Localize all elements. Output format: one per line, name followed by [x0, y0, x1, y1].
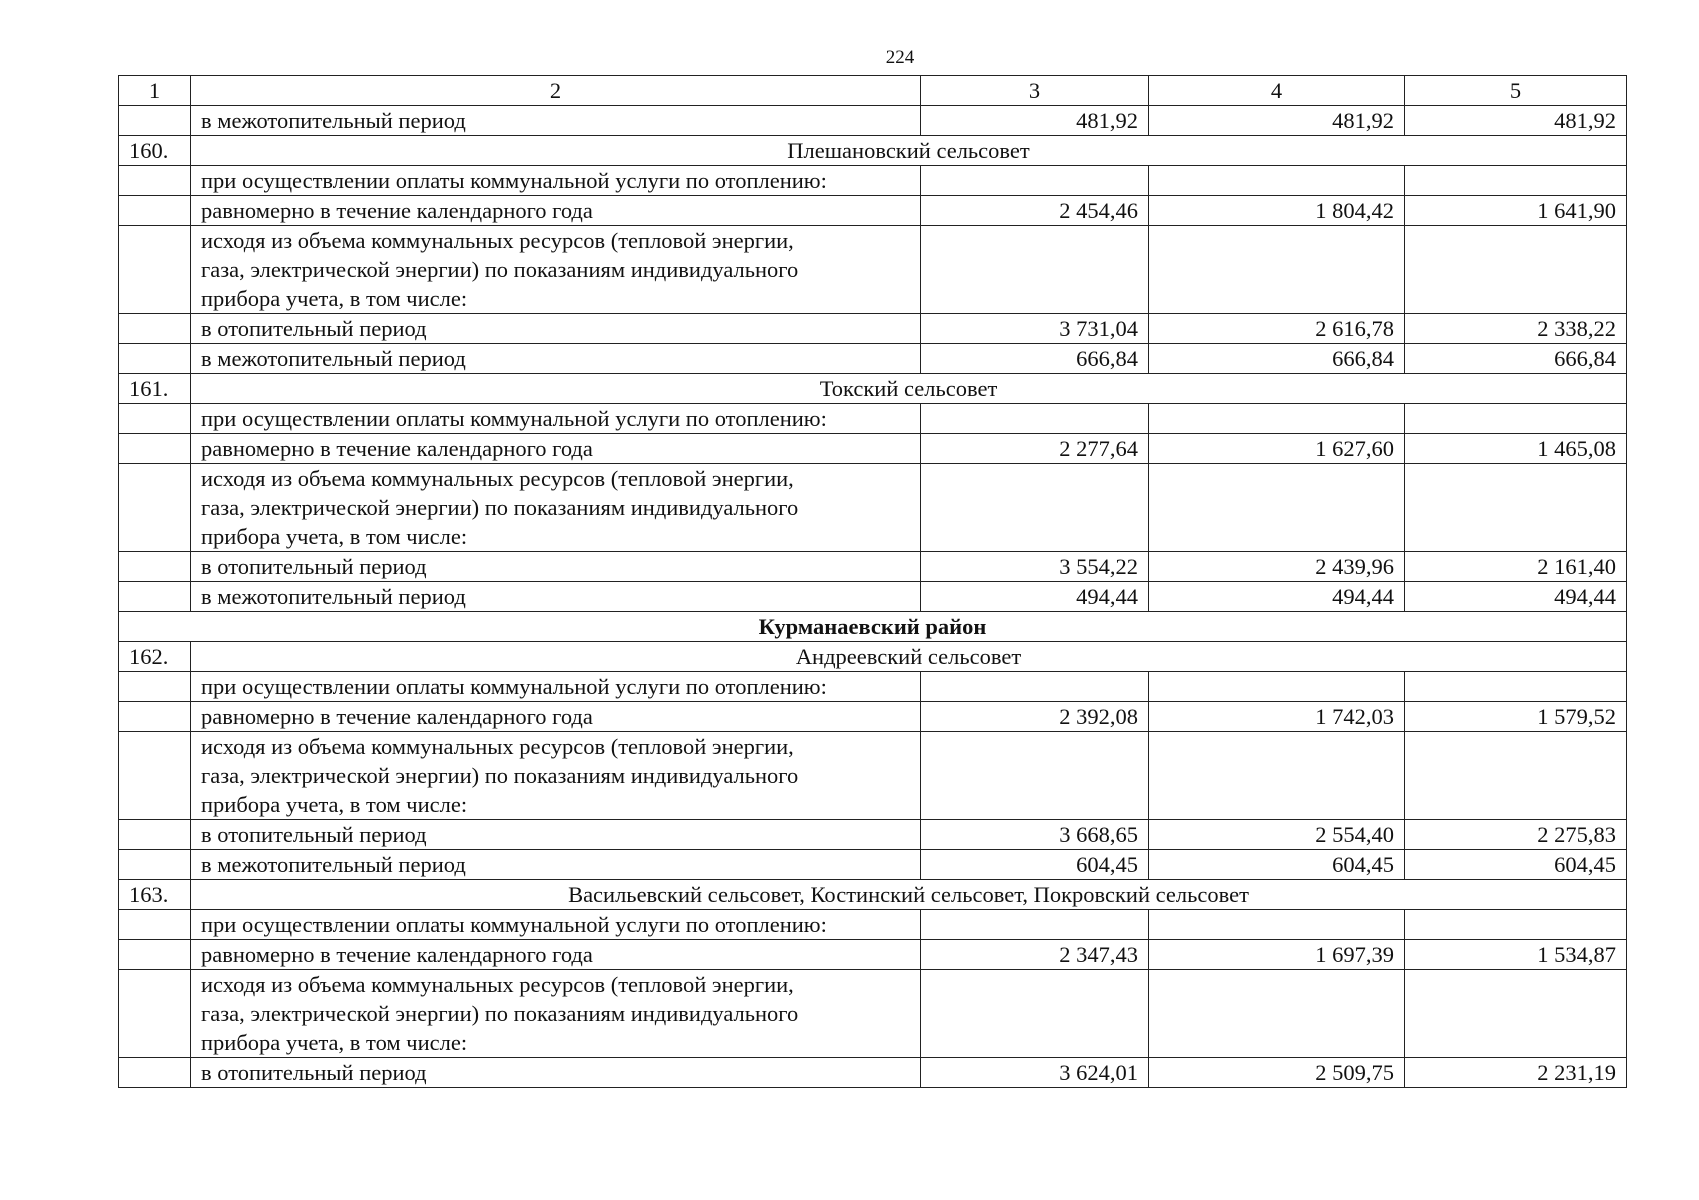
- page-number: 224: [885, 47, 915, 68]
- row-label-line: газа, электрической энергии) по показаниям индивидуального: [201, 763, 799, 788]
- value-col5: [1405, 732, 1627, 820]
- value-col3: 2 392,08: [921, 702, 1149, 732]
- row-label: [191, 970, 921, 1058]
- value-col4: 1 804,42: [1149, 196, 1405, 226]
- table-row: [119, 1058, 1627, 1088]
- value-col4: [1149, 910, 1405, 940]
- row-label-line: прибора учета, в том числе:: [201, 286, 468, 311]
- table-row: [119, 106, 1627, 136]
- value-col4: 1 627,60: [1149, 434, 1405, 464]
- value-col3: 494,44: [921, 582, 1149, 612]
- section-title: Токский сельсовет: [191, 374, 1627, 404]
- row-label: в межотопительный период: [191, 106, 921, 136]
- value-col3: [921, 226, 1149, 314]
- value-col3: 481,92: [921, 106, 1149, 136]
- table-row: [119, 672, 1627, 702]
- row-number: [119, 1058, 191, 1088]
- row-label-line: газа, электрической энергии) по показаниям индивидуального: [201, 257, 799, 282]
- row-label: в межотопительный период: [191, 344, 921, 374]
- row-label: при осуществлении оплаты коммунальной услуги по отоплению:: [191, 166, 921, 196]
- row-label-line: прибора учета, в том числе:: [201, 792, 468, 817]
- row-number: [119, 166, 191, 196]
- row-number: [119, 702, 191, 732]
- row-number: [119, 582, 191, 612]
- district-row: [119, 612, 1627, 642]
- value-col3: 3 624,01: [921, 1058, 1149, 1088]
- table-row: [119, 166, 1627, 196]
- row-label: при осуществлении оплаты коммунальной услуги по отоплению:: [191, 910, 921, 940]
- row-label-line: исходя из объема коммунальных ресурсов (тепловой энергии,: [201, 228, 794, 253]
- row-label: в отопительный период: [191, 820, 921, 850]
- row-number: [119, 404, 191, 434]
- value-col4: [1149, 226, 1405, 314]
- row-number: [119, 344, 191, 374]
- row-label: равномерно в течение календарного года: [191, 702, 921, 732]
- value-col3: 2 347,43: [921, 940, 1149, 970]
- header-cell: 5: [1405, 76, 1627, 106]
- table-row: [119, 552, 1627, 582]
- row-label: при осуществлении оплаты коммунальной услуги по отоплению:: [191, 672, 921, 702]
- row-number: [119, 732, 191, 820]
- header-cell: 2: [191, 76, 921, 106]
- row-label-line: исходя из объема коммунальных ресурсов (тепловой энергии,: [201, 972, 794, 997]
- value-col4: 494,44: [1149, 582, 1405, 612]
- value-col5: [1405, 672, 1627, 702]
- table-row: [119, 464, 1627, 552]
- value-col5: 2 338,22: [1405, 314, 1627, 344]
- row-number: [119, 970, 191, 1058]
- value-col5: [1405, 910, 1627, 940]
- value-col5: [1405, 404, 1627, 434]
- header-cell: 1: [119, 76, 191, 106]
- row-number: [119, 314, 191, 344]
- row-label: в отопительный период: [191, 314, 921, 344]
- row-number: [119, 940, 191, 970]
- header-row: [119, 76, 1627, 106]
- row-label: в отопительный период: [191, 552, 921, 582]
- row-number: 162.: [119, 642, 191, 672]
- row-label-line: газа, электрической энергии) по показаниям индивидуального: [201, 1001, 799, 1026]
- section-title: Плешановский сельсовет: [191, 136, 1627, 166]
- value-col3: 3 554,22: [921, 552, 1149, 582]
- value-col4: [1149, 970, 1405, 1058]
- value-col4: 481,92: [1149, 106, 1405, 136]
- value-col4: [1149, 732, 1405, 820]
- table-row: [119, 820, 1627, 850]
- row-number: [119, 850, 191, 880]
- row-label: [191, 226, 921, 314]
- value-col3: 2 277,64: [921, 434, 1149, 464]
- header-cell: 3: [921, 76, 1149, 106]
- row-label: [191, 464, 921, 552]
- table-row: [119, 314, 1627, 344]
- value-col5: 604,45: [1405, 850, 1627, 880]
- value-col5: [1405, 464, 1627, 552]
- district-title: Курманаевский район: [119, 612, 1627, 642]
- value-col3: 604,45: [921, 850, 1149, 880]
- table-row: [119, 582, 1627, 612]
- row-label: в межотопительный период: [191, 850, 921, 880]
- value-col4: 2 439,96: [1149, 552, 1405, 582]
- value-col5: 1 465,08: [1405, 434, 1627, 464]
- value-col4: [1149, 404, 1405, 434]
- table-row: [119, 940, 1627, 970]
- row-number: [119, 672, 191, 702]
- value-col4: 1 697,39: [1149, 940, 1405, 970]
- section-title: Васильевский сельсовет, Костинский сельсовет, Покровский сельсовет: [191, 880, 1627, 910]
- section-row: [119, 374, 1627, 404]
- row-number: [119, 196, 191, 226]
- section-row: [119, 136, 1627, 166]
- table-row: [119, 732, 1627, 820]
- row-label: равномерно в течение календарного года: [191, 434, 921, 464]
- value-col4: [1149, 672, 1405, 702]
- value-col3: 3 731,04: [921, 314, 1149, 344]
- value-col4: 2 509,75: [1149, 1058, 1405, 1088]
- table-row: [119, 702, 1627, 732]
- value-col4: 666,84: [1149, 344, 1405, 374]
- value-col4: 604,45: [1149, 850, 1405, 880]
- value-col5: 481,92: [1405, 106, 1627, 136]
- row-number: 161.: [119, 374, 191, 404]
- row-number: [119, 820, 191, 850]
- row-label: в отопительный период: [191, 1058, 921, 1088]
- row-number: [119, 226, 191, 314]
- table-row: [119, 910, 1627, 940]
- value-col5: 1 534,87: [1405, 940, 1627, 970]
- table-row: [119, 344, 1627, 374]
- row-number: [119, 464, 191, 552]
- row-number: [119, 552, 191, 582]
- table-row: [119, 970, 1627, 1058]
- value-col5: 1 641,90: [1405, 196, 1627, 226]
- value-col3: [921, 166, 1149, 196]
- value-col5: 2 231,19: [1405, 1058, 1627, 1088]
- value-col5: [1405, 970, 1627, 1058]
- value-col3: 2 454,46: [921, 196, 1149, 226]
- table-row: [119, 196, 1627, 226]
- value-col5: 2 275,83: [1405, 820, 1627, 850]
- value-col4: [1149, 166, 1405, 196]
- value-col5: [1405, 166, 1627, 196]
- value-col3: [921, 910, 1149, 940]
- table-row: [119, 434, 1627, 464]
- value-col3: [921, 970, 1149, 1058]
- value-col5: 2 161,40: [1405, 552, 1627, 582]
- value-col4: [1149, 464, 1405, 552]
- value-col3: [921, 732, 1149, 820]
- value-col3: 666,84: [921, 344, 1149, 374]
- value-col5: 494,44: [1405, 582, 1627, 612]
- row-label-line: прибора учета, в том числе:: [201, 1030, 468, 1055]
- value-col4: 1 742,03: [1149, 702, 1405, 732]
- table-row: [119, 850, 1627, 880]
- value-col4: 2 554,40: [1149, 820, 1405, 850]
- value-col3: [921, 464, 1149, 552]
- row-number: [119, 434, 191, 464]
- row-label-line: исходя из объема коммунальных ресурсов (тепловой энергии,: [201, 734, 794, 759]
- value-col5: 666,84: [1405, 344, 1627, 374]
- row-label: равномерно в течение календарного года: [191, 196, 921, 226]
- value-col3: 3 668,65: [921, 820, 1149, 850]
- row-number: [119, 910, 191, 940]
- row-label-line: газа, электрической энергии) по показаниям индивидуального: [201, 495, 799, 520]
- value-col5: 1 579,52: [1405, 702, 1627, 732]
- row-label: равномерно в течение календарного года: [191, 940, 921, 970]
- header-cell: 4: [1149, 76, 1405, 106]
- row-label-line: прибора учета, в том числе:: [201, 524, 468, 549]
- value-col3: [921, 404, 1149, 434]
- value-col4: 2 616,78: [1149, 314, 1405, 344]
- row-number: 163.: [119, 880, 191, 910]
- value-col5: [1405, 226, 1627, 314]
- section-row: [119, 642, 1627, 672]
- row-label: при осуществлении оплаты коммунальной услуги по отоплению:: [191, 404, 921, 434]
- value-col3: [921, 672, 1149, 702]
- table-row: [119, 404, 1627, 434]
- table-row: [119, 226, 1627, 314]
- row-label: [191, 732, 921, 820]
- section-row: [119, 880, 1627, 910]
- row-label: в межотопительный период: [191, 582, 921, 612]
- row-number: [119, 106, 191, 136]
- section-title: Андреевский сельсовет: [191, 642, 1627, 672]
- row-number: 160.: [119, 136, 191, 166]
- row-label-line: исходя из объема коммунальных ресурсов (тепловой энергии,: [201, 466, 794, 491]
- tariff-table: [118, 75, 1627, 1088]
